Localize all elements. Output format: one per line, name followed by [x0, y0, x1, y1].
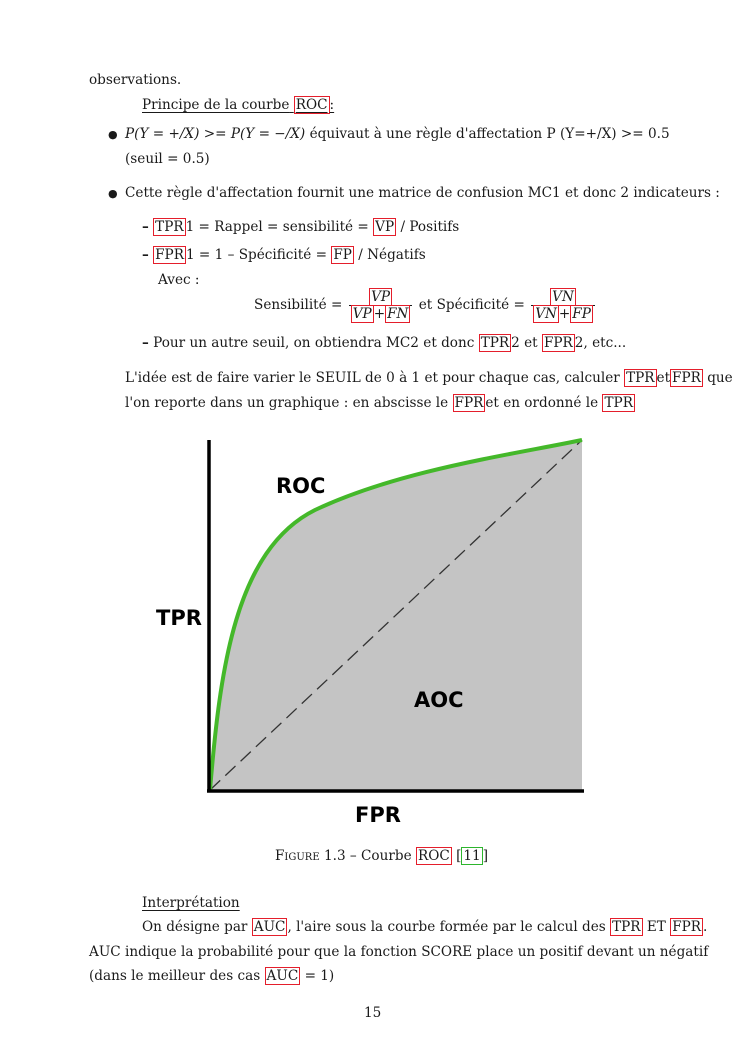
dash-3-end: 2, etc...	[574, 335, 627, 351]
principe-heading	[142, 96, 334, 114]
bullet-dot: ●	[108, 128, 118, 141]
fpr-link[interactable]: FPR	[672, 919, 702, 935]
vn-link[interactable]: VN	[552, 288, 574, 305]
dash-marker: –	[142, 335, 149, 351]
paragraph-line-1	[125, 369, 733, 387]
interp-text: , l'aire sous la courbe formée par le calcul des	[287, 919, 606, 935]
interp-text: On désigne par	[142, 919, 248, 935]
page-number-text: 15	[364, 1005, 382, 1021]
plus-sign: +	[373, 305, 386, 322]
dash-marker: –	[142, 219, 149, 235]
roc-link[interactable]: ROC	[295, 97, 328, 113]
fp-link[interactable]: FP	[333, 247, 352, 263]
interp-et: ET	[646, 919, 666, 935]
text-observations: observations.	[89, 72, 182, 88]
caption-figure-word: Figure	[275, 848, 320, 864]
interp-period: .	[703, 919, 708, 935]
roc-link[interactable]: ROC	[417, 848, 450, 864]
sensibilite-label: Sensibilité =	[254, 297, 343, 313]
bullet-1-threshold: (seuil = 0.5)	[125, 151, 210, 167]
text-line	[89, 71, 181, 89]
tpr-link[interactable]: TPR	[612, 919, 641, 935]
colon: :	[329, 97, 335, 113]
citation-link[interactable]: 11	[463, 848, 481, 864]
bullet-1-math: P(Y = +/X) >= P(Y = −/X)	[125, 126, 306, 142]
sensibilite-fraction	[349, 289, 413, 323]
auc-link[interactable]: AUC	[266, 968, 299, 984]
interpretation-title: Interprétation	[142, 895, 240, 911]
caption-bracket: ]	[482, 848, 488, 864]
fpr-link[interactable]: FPR	[454, 395, 484, 411]
dash-item-1	[142, 218, 459, 236]
bullet-1	[108, 125, 118, 144]
fp-link[interactable]: FP	[572, 305, 591, 322]
page-number	[364, 1004, 381, 1022]
dash-3-text: Pour un autre seuil, on obtiendra MC2 et donc	[153, 335, 475, 351]
paragraph-et: et	[656, 370, 671, 386]
dash-item-2	[142, 246, 426, 264]
bullet-1-text	[125, 125, 670, 143]
tpr-link[interactable]: TPR	[604, 395, 633, 411]
bullet-2-text	[125, 184, 720, 202]
bullet-dot: ●	[108, 187, 118, 200]
formula	[254, 286, 597, 324]
fpr-link[interactable]: FPR	[672, 370, 701, 386]
vp-link[interactable]: VP	[352, 305, 372, 322]
roc-label: ROC	[276, 474, 326, 498]
dash-2-text: 1 = 1 – Spécificité =	[185, 247, 327, 263]
dash-item-3	[142, 334, 626, 352]
paragraph-line-2	[125, 394, 635, 412]
interp-text: AUC indique la probabilité pour que la fonction SCORE place un positif devant un négatif	[89, 944, 709, 960]
interp-text: = 1)	[304, 968, 335, 984]
dash-1-end: / Positifs	[400, 219, 460, 235]
caption-bracket: [	[456, 848, 462, 864]
tpr-link[interactable]: TPR	[155, 219, 184, 235]
interp-text: (dans le meilleur des cas	[89, 968, 261, 984]
specificite-label: et Spécificité =	[418, 297, 525, 313]
specificite-fraction	[531, 289, 595, 323]
paragraph-text: et en ordonné le	[485, 395, 599, 411]
dash-2-end: / Négatifs	[358, 247, 426, 263]
interp-line-3	[89, 967, 334, 985]
bullet-2-content: Cette règle d'affectation fournit une matrice de confusion MC1 et donc 2 indicateurs :	[125, 185, 720, 201]
bullet-2	[108, 184, 118, 203]
caption-text: 1.3 – Courbe	[323, 848, 412, 864]
auc-link[interactable]: AUC	[253, 919, 286, 935]
interpretation-heading	[142, 894, 240, 912]
interp-line-2	[89, 943, 708, 961]
tpr-link[interactable]: TPR	[480, 335, 510, 351]
fpr-link[interactable]: FPR	[155, 247, 184, 263]
dash-marker: –	[142, 247, 149, 263]
plus-sign: +	[558, 305, 571, 322]
avec-line	[158, 271, 200, 289]
aoc-label: AOC	[414, 688, 464, 712]
figure-caption	[275, 847, 488, 865]
roc-figure	[150, 430, 590, 830]
bullet-1-cont	[125, 150, 210, 168]
vp-link[interactable]: VP	[371, 288, 391, 305]
fpr-link[interactable]: FPR	[543, 335, 573, 351]
fpr-axis-label: FPR	[355, 803, 401, 827]
vp-link[interactable]: VP	[375, 219, 395, 235]
dash-1-text: 1 = Rappel = sensibilité =	[185, 219, 369, 235]
tpr-link[interactable]: TPR	[626, 370, 655, 386]
tpr-axis-label: TPR	[156, 606, 202, 630]
bullet-1-rule: équivaut à une règle d'affectation P (Y=+/X) >= 0.5	[309, 126, 670, 142]
paragraph-text: l'on reporte dans un graphique : en abscisse le	[125, 395, 449, 411]
vn-link[interactable]: VN	[535, 305, 557, 322]
principe-label: Principe de la courbe	[142, 97, 290, 113]
dash-3-mid: 2 et	[511, 335, 538, 351]
paragraph-text: L'idée est de faire varier le SEUIL de 0 à 1 et pour chaque cas, calculer	[125, 370, 620, 386]
interp-line-1	[142, 918, 708, 936]
fn-link[interactable]: FN	[387, 305, 409, 322]
paragraph-que: que	[707, 370, 733, 386]
avec-label: Avec :	[158, 272, 200, 288]
